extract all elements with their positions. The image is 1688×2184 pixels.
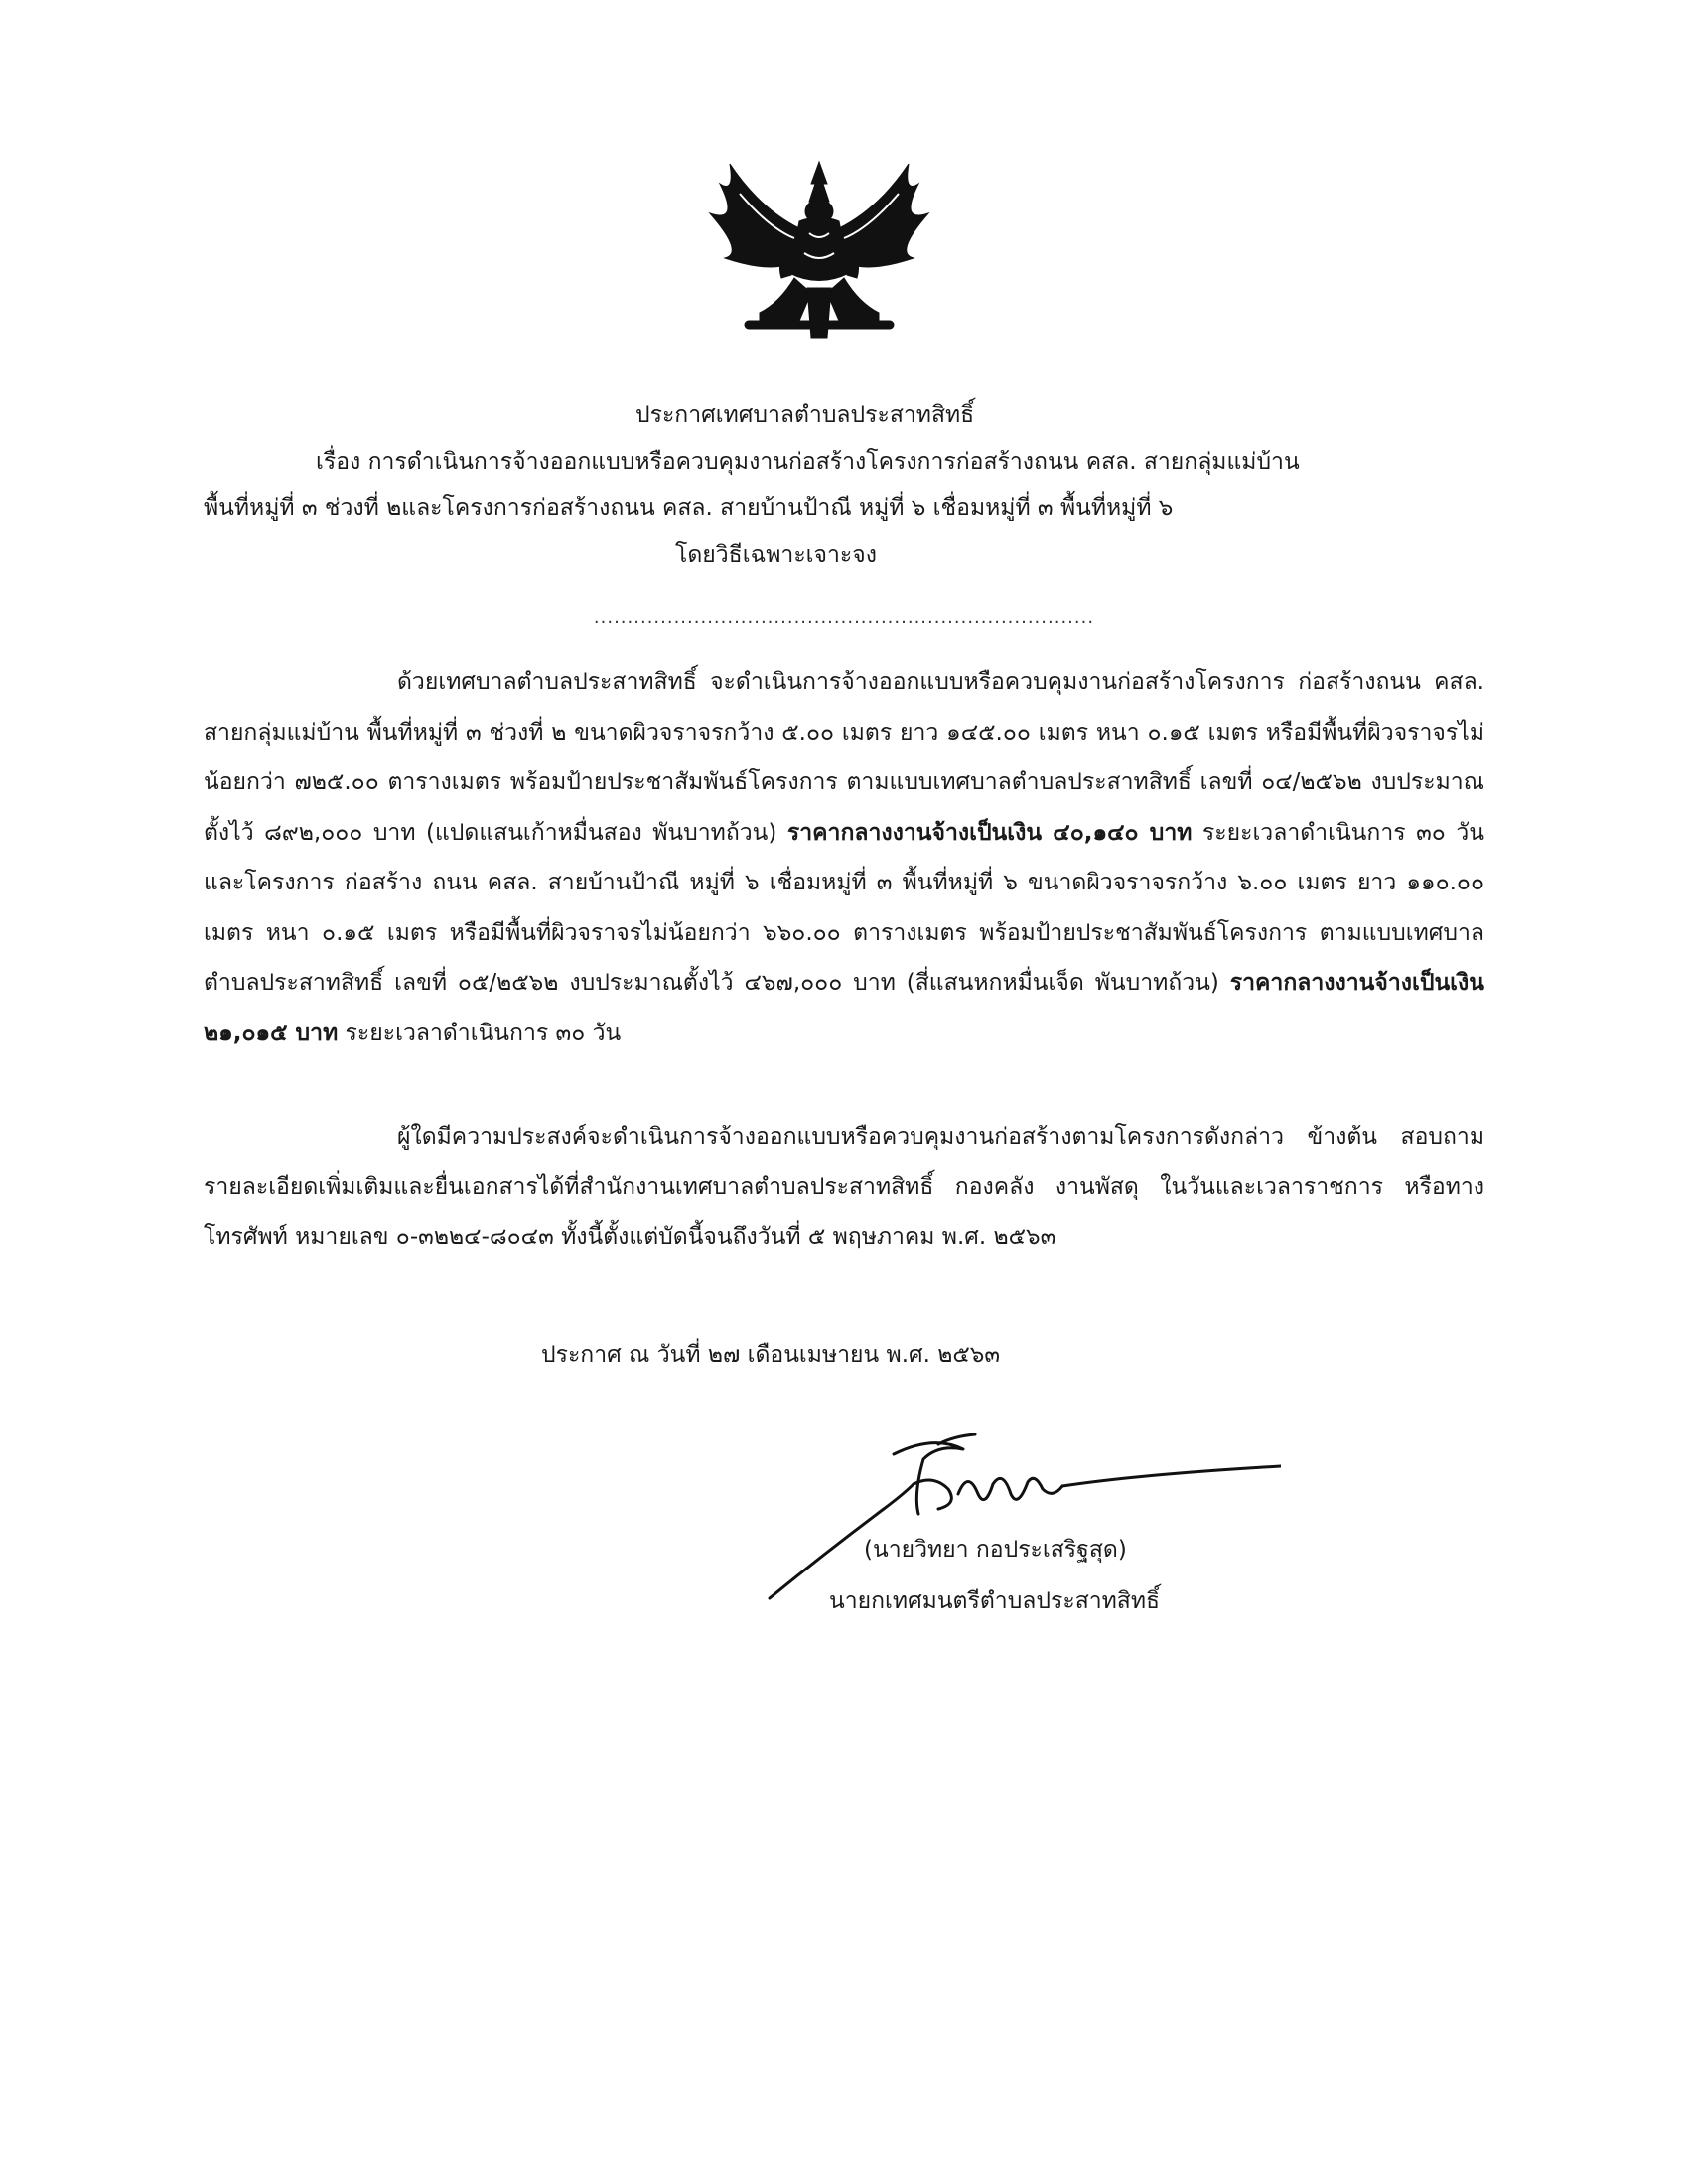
announcement-date: ประกาศ ณ วันที่ ๒๗ เดือนเมษายน พ.ศ. ๒๕๖๓: [541, 1342, 1001, 1368]
reference-price-1: ราคากลางงานจ้างเป็นเงิน ๔๐,๑๔๐ บาท: [786, 819, 1193, 846]
para2-text: ผู้ใดมีความประสงค์จะดำเนินการจ้างออกแบบหรือควบคุมงานก่อสร้างตามโครงการดังกล่าว ข้างต้น สอบถามรายละเอียดเพิ่มเติมและยื่นเอกสารได้ที่สำนักงานเทศบาลตำบลประสาทสิทธิ์ กองคลัง งานพัสดุ ในวันและเวลาราชการ หรือทางโทรศัพท์ หมายเลข ๐-๓๒๒๔-๘๐๔๓ ทั้งนี้ตั้งแต่บัดนี้จนถึงวันที่ ๕ พฤษภาคม พ.ศ. ๒๕๖๓: [204, 1124, 1484, 1250]
subject-line-3: โดยวิธีเฉพาะเจาะจง: [675, 542, 877, 568]
separator-line: ...........................................................................: [593, 608, 1095, 628]
reference-price-2: ราคากลางงานจ้างเป็นเงิน ๒๑,๐๑๕ บาท: [204, 970, 1484, 1046]
garuda-emblem-icon: [700, 154, 938, 352]
subject-line-1: เรื่อง การดำเนินการจ้างออกแบบหรือควบคุมงานก่อสร้างโครงการก่อสร้างถนน คสล. สายกลุ่มแม่บ้าน: [316, 449, 1300, 475]
signer-name: (นายวิทยา กอประเสริฐสุด): [864, 1537, 1127, 1563]
subject-line-2: พื้นที่หมู่ที่ ๓ ช่วงที่ ๒และโครงการก่อสร้างถนน คสล. สายบ้านป้าณี หมู่ที่ ๖ เชื่อมหมู่ที่ ๓ พื้นที่หมู่ที่ ๖: [204, 495, 1174, 521]
para1-text-c: ระยะเวลาดำเนินการ ๓๐ วัน และโครงการ ก่อสร้าง ถนน คสล. สายบ้านป้าณี หมู่ที่ ๖ เชื่อมหมู่ที่ ๓ พื้นที่หมู่ที่ ๖ ขนาดผิวจราจรกว้าง ๖.๐๐ เมตร ยาว ๑๑๐.๐๐ เมตร หนา ๐.๑๕ เมตร หรือมีพื้นที่ผิวจราจรไม่น้อยกว่า ๖๖๐.๐๐ ตารางเมตร พร้อมป้ายประชาสัมพันธ์โครงการ ตามแบบเทศบาลตำบลประสาทสิทธิ์ เลขที่ ๐๕/๒๕๖๒ งบประมาณตั้งไว้ ๔๖๗,๐๐๐ บาท (สี่แสนหกหมื่นเจ็ด พันบาทถ้วน): [204, 819, 1484, 996]
signer-title: นายกเทศมนตรีตำบลประสาทสิทธิ์: [829, 1588, 1161, 1614]
body-paragraph-2: [204, 1112, 1484, 1263]
para1-text-e: ระยะเวลาดำเนินการ ๓๐ วัน: [338, 1020, 622, 1046]
para1-text-a: ด้วยเทศบาลตำบลประสาทสิทธิ์ จะดำเนินการจ้างออกแบบหรือควบคุมงานก่อสร้างโครงการ ก่อสร้างถนน คสล. สายกลุ่มแม่บ้าน พื้นที่หมู่ที่ ๓ ช่วงที่ ๒ ขนาดผิวจราจรกว้าง ๕.๐๐ เมตร ยาว ๑๔๕.๐๐ เมตร หนา ๐.๑๕ เมตร หรือมีพื้นที่ผิวจราจรไม่น้อยกว่า ๗๒๕.๐๐ ตารางเมตร พร้อมป้ายประชาสัมพันธ์โครงการ ตามแบบเทศบาลตำบลประสาทสิทธิ์ เลขที่ ๐๔/๒๕๖๒ งบประมาณตั้งไว้ ๘๙๒,๐๐๐ บาท (แปดแสนเก้าหมื่นสอง พันบาทถ้วน): [204, 669, 1484, 846]
issuer-heading: ประกาศเทศบาลตำบลประสาทสิทธิ์: [635, 402, 975, 428]
body-paragraph-1: [204, 657, 1484, 1058]
